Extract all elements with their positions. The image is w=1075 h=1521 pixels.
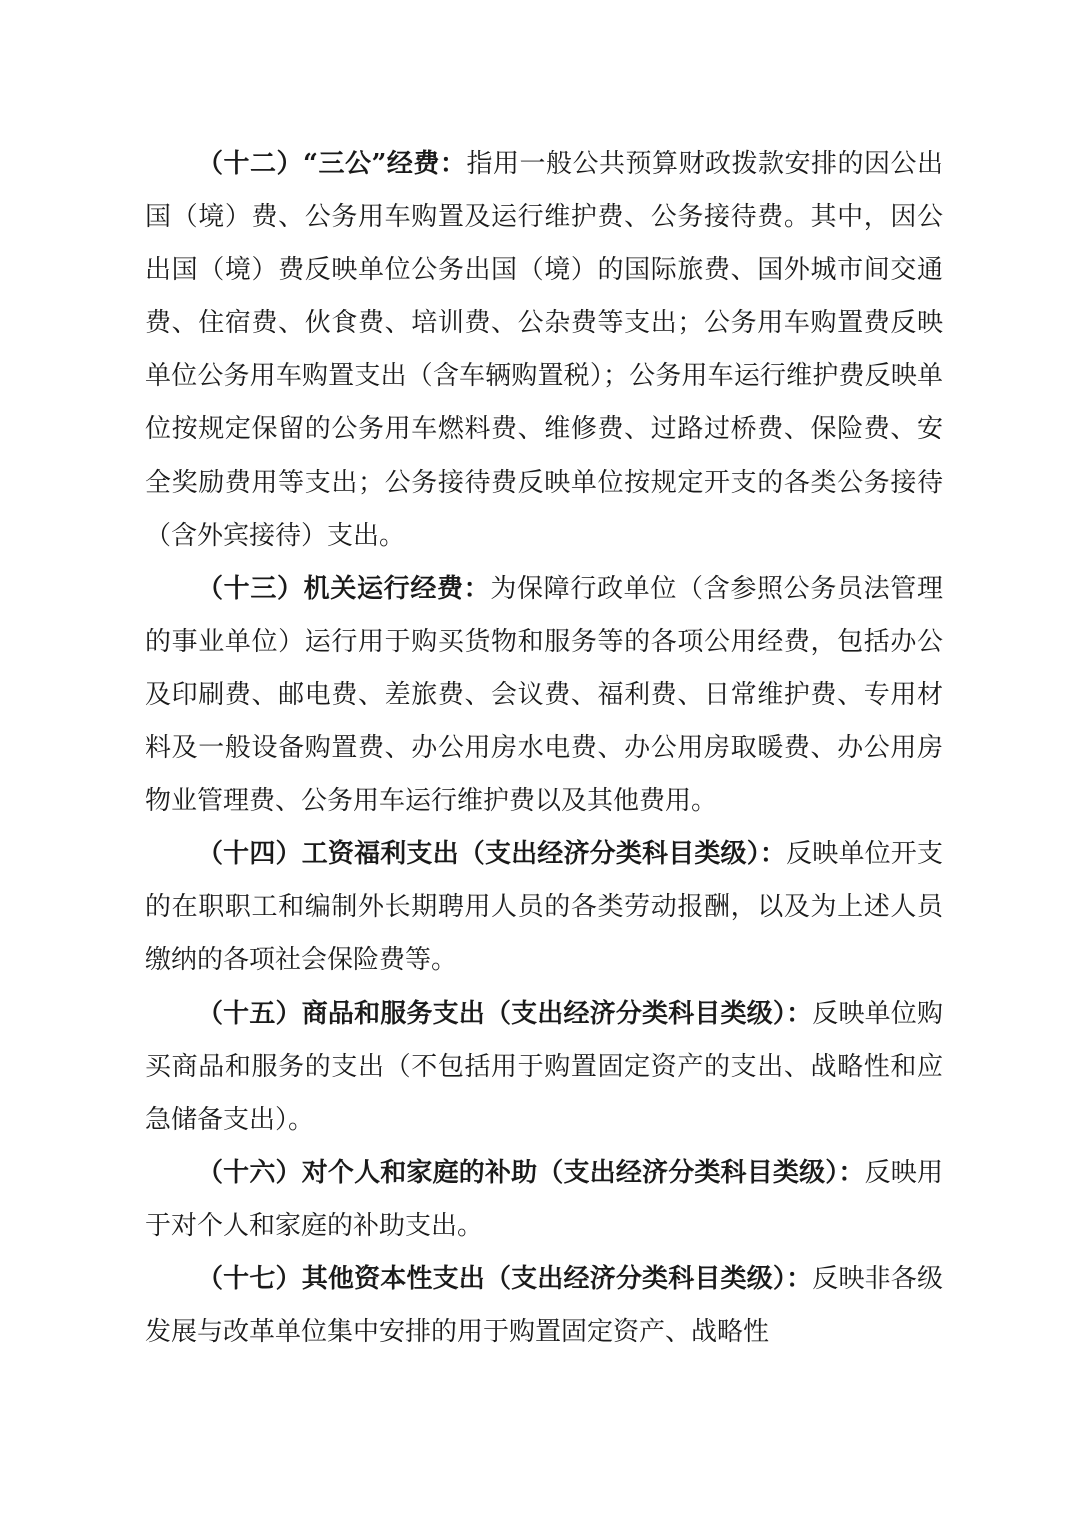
paragraph-term: （十四）工资福利支出（支出经济分类科目类级）：	[197, 839, 787, 870]
paragraph-term: （十五）商品和服务支出（支出经济分类科目类级）：	[197, 998, 813, 1029]
paragraph-item-12	[145, 138, 943, 563]
paragraph-body: 为保障行政单位（含参照公务员法管理的事业单位）运行用于购买货物和服务等的各项公用经费，包括办公及印刷费、邮电费、差旅费、会议费、福利费、日常维护费、专用材料及一般设备购置费、办公用房水电费、办公用房取暖费、办公用房物业管理费、公务用车运行维护费以及其他费用。	[145, 573, 943, 817]
paragraph-body: 反映用于对个人和家庭的补助支出。	[145, 1157, 943, 1241]
paragraph-body: 指用一般公共预算财政拨款安排的因公出国（境）费、公务用车购置及运行维护费、公务接待费。其中，因公出国（境）费反映单位公务出国（境）的国际旅费、国外城市间交通费、住宿费、伙食费、培训费、公杂费等支出；公务用车购置费反映单位公务用车购置支出（含车辆购置税）；公务用车运行维护费反映单位按规定保留的公务用车燃料费、维修费、过路过桥费、保险费、安全奖励费用等支出；公务接待费反映单位按规定开支的各类公务接待（含外宾接待）支出。	[145, 149, 943, 551]
paragraph-term: （十三）机关运行经费：	[197, 573, 491, 604]
paragraph-body: 反映单位购买商品和服务的支出（不包括用于购置固定资产的支出、战略性和应急储备支出）。	[145, 998, 943, 1135]
paragraph-item-16	[145, 1147, 943, 1253]
paragraph-body: 反映单位开支的在职职工和编制外长期聘用人员的各类劳动报酬，以及为上述人员缴纳的各项社会保险费等。	[145, 839, 943, 976]
paragraph-term: （十六）对个人和家庭的补助（支出经济分类科目类级）：	[197, 1157, 865, 1188]
paragraph-term: （十七）其他资本性支出（支出经济分类科目类级）：	[197, 1263, 813, 1294]
document-body	[145, 138, 943, 1359]
paragraph-body: 反映非各级发展与改革单位集中安排的用于购置固定资产、战略性	[145, 1263, 943, 1348]
paragraph-item-15	[145, 988, 943, 1147]
paragraph-item-14	[145, 828, 943, 987]
paragraph-term: （十二）“三公”经费：	[197, 149, 467, 179]
paragraph-item-17	[145, 1253, 943, 1359]
paragraph-item-13	[145, 563, 943, 828]
